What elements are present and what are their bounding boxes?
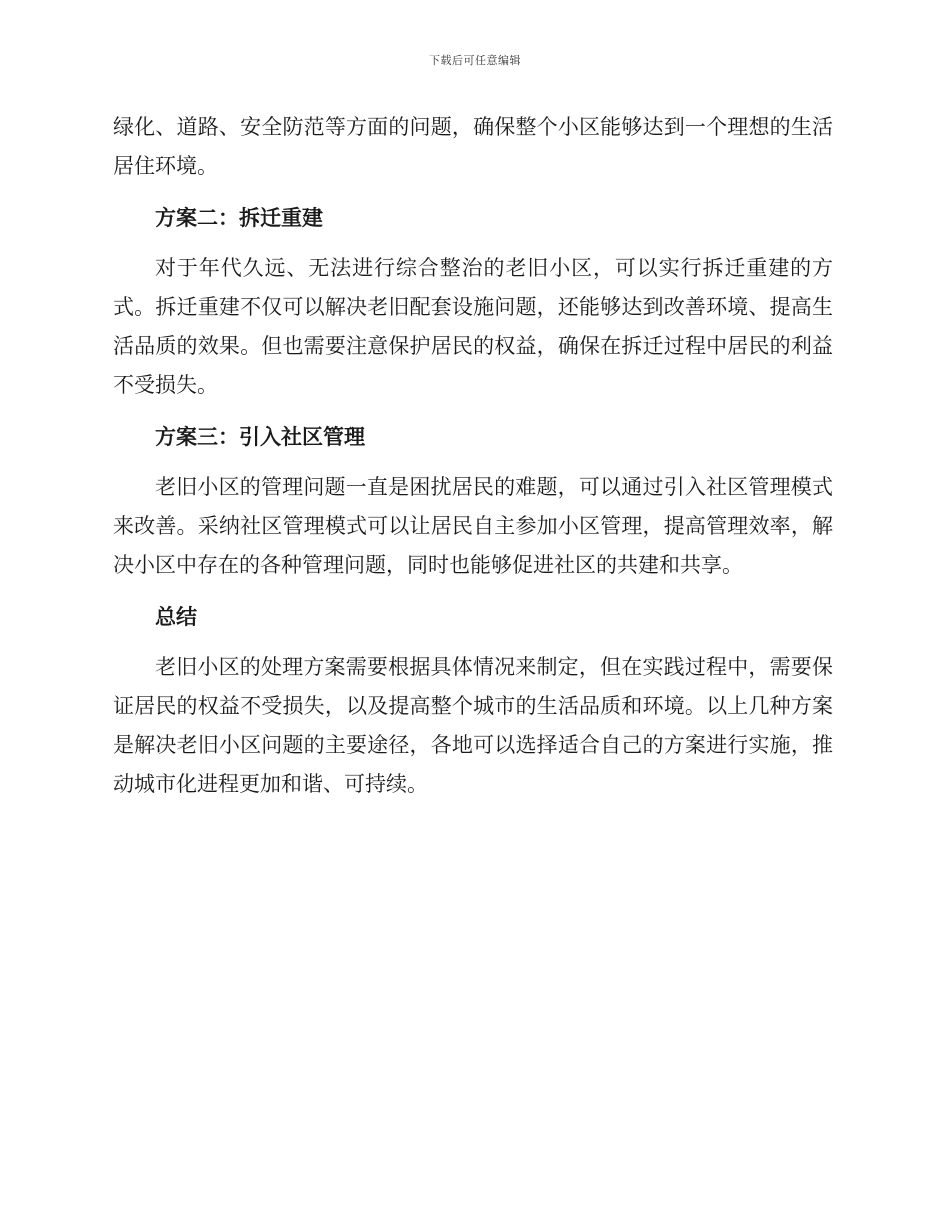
section-heading-plan-two: 方案二：拆迁重建: [155, 205, 323, 230]
paragraph-summary: 老旧小区的处理方案需要根据具体情况来制定，但在实践过程中，需要保证居民的权益不受损失，以及提高整个城市的生活品质和环境。以上几种方案是解决老旧小区问题的主要途径，各地可以选择适合自己的方案进行实施，推动城市化进程更加和谐、可持续。: [113, 655, 833, 796]
paragraph-continuation: 绿化、道路、安全防范等方面的问题，确保整个小区能够达到一个理想的生活居住环境。: [113, 115, 833, 178]
paragraph-plan-two: 对于年代久远、无法进行综合整治的老旧小区，可以实行拆迁重建的方式。拆迁重建不仅可以解决老旧配套设施问题，还能够达到改善环境、提高生活品质的效果。但也需要注意保护居民的权益，确保在拆迁过程中居民的利益不受损失。: [113, 256, 833, 397]
section-heading-plan-three: 方案三：引入社区管理: [155, 424, 365, 449]
section-heading-summary: 总结: [155, 604, 197, 629]
header-note: 下载后可任意编辑: [429, 54, 521, 67]
paragraph-plan-three: 老旧小区的管理问题一直是困扰居民的难题，可以通过引入社区管理模式来改善。采纳社区管理模式可以让居民自主参加小区管理，提高管理效率，解决小区中存在的各种管理问题，同时也能够促进社区的共建和共享。: [113, 475, 833, 577]
document-body: [113, 108, 833, 804]
